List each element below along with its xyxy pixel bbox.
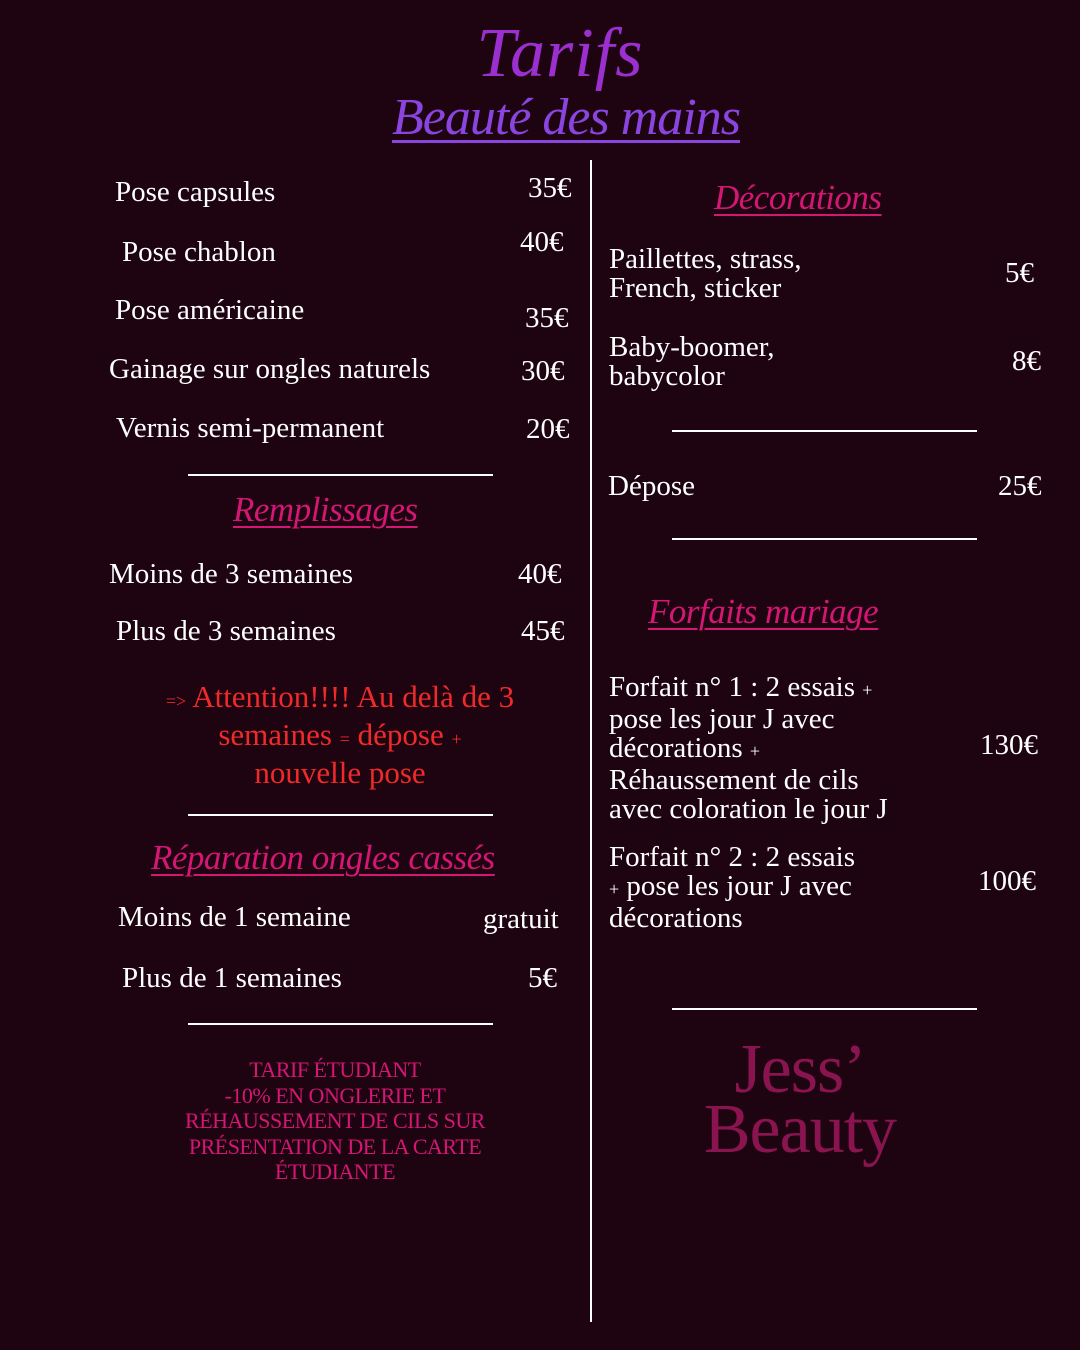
reparation-label: Plus de 1 semaines	[122, 962, 342, 994]
reparation-price: 5€	[528, 962, 557, 994]
forfait-2-description: Forfait n° 2 : 2 essais + pose les jour J avec décorations	[609, 841, 855, 934]
divider	[672, 538, 977, 540]
divider	[188, 474, 493, 476]
decoration-price: 5€	[1005, 257, 1034, 289]
forfait-2-price: 100€	[978, 865, 1036, 897]
forfait-1-price: 130€	[980, 729, 1038, 761]
service-price: 35€	[528, 172, 572, 204]
remplissage-label: Moins de 3 semaines	[109, 558, 354, 590]
service-label: Vernis semi-permanent	[116, 412, 385, 444]
divider	[188, 814, 493, 816]
divider	[188, 1023, 493, 1025]
depose-label: Dépose	[608, 470, 695, 502]
service-label: Pose américaine	[115, 294, 305, 326]
column-divider	[590, 160, 592, 1322]
reparation-label: Moins de 1 semaine	[118, 901, 351, 933]
page-title: Tarifs	[476, 15, 644, 92]
section-title-decorations: Décorations	[714, 178, 882, 217]
brand-logo: Jess’ Beauty	[703, 1031, 897, 1168]
warning-notice	[120, 680, 560, 790]
section-title-remplissages: Remplissages	[233, 490, 418, 529]
service-label: Pose capsules	[115, 176, 276, 208]
divider	[672, 1008, 977, 1010]
forfait-1-description: Forfait n° 1 : 2 essais + pose les jour J avec décorations + Réhaussement de cils avec coloration le jour J	[609, 671, 888, 825]
service-label: Gainage sur ongles naturels	[109, 353, 431, 385]
section-title-reparation: Réparation ongles cassés	[151, 838, 495, 877]
service-label: Pose chablon	[122, 236, 276, 268]
reparation-price: gratuit	[483, 903, 559, 935]
remplissage-price: 40€	[518, 558, 562, 590]
service-price: 30€	[521, 355, 565, 387]
depose-price: 25€	[998, 470, 1042, 502]
student-tariff: TARIF ÉTUDIANT -10% EN ONGLERIE ET RÉHAUSSEMENT DE CILS SUR PRÉSENTATION DE LA CARTE ÉTUDIANTE	[185, 1057, 485, 1184]
page-subtitle: Beauté des mains	[392, 89, 740, 146]
remplissage-label: Plus de 3 semaines	[116, 615, 336, 647]
warning-line-2: semaines = dépose +	[218, 717, 462, 752]
service-price: 40€	[520, 226, 564, 258]
service-price: 35€	[525, 302, 569, 334]
section-title-mariage: Forfaits mariage	[648, 592, 879, 631]
decoration-label: Baby-boomer, babycolor	[609, 331, 775, 392]
remplissage-price: 45€	[521, 615, 565, 647]
decoration-label: Paillettes, strass, French, sticker	[609, 243, 802, 304]
service-price: 20€	[526, 413, 570, 445]
warning-line-1: => Attention!!!! Au delà de 3	[165, 679, 515, 714]
warning-line-3: nouvelle pose	[254, 755, 426, 790]
divider	[672, 430, 977, 432]
arrow-icon: =>	[165, 691, 187, 711]
decoration-price: 8€	[1012, 345, 1041, 377]
